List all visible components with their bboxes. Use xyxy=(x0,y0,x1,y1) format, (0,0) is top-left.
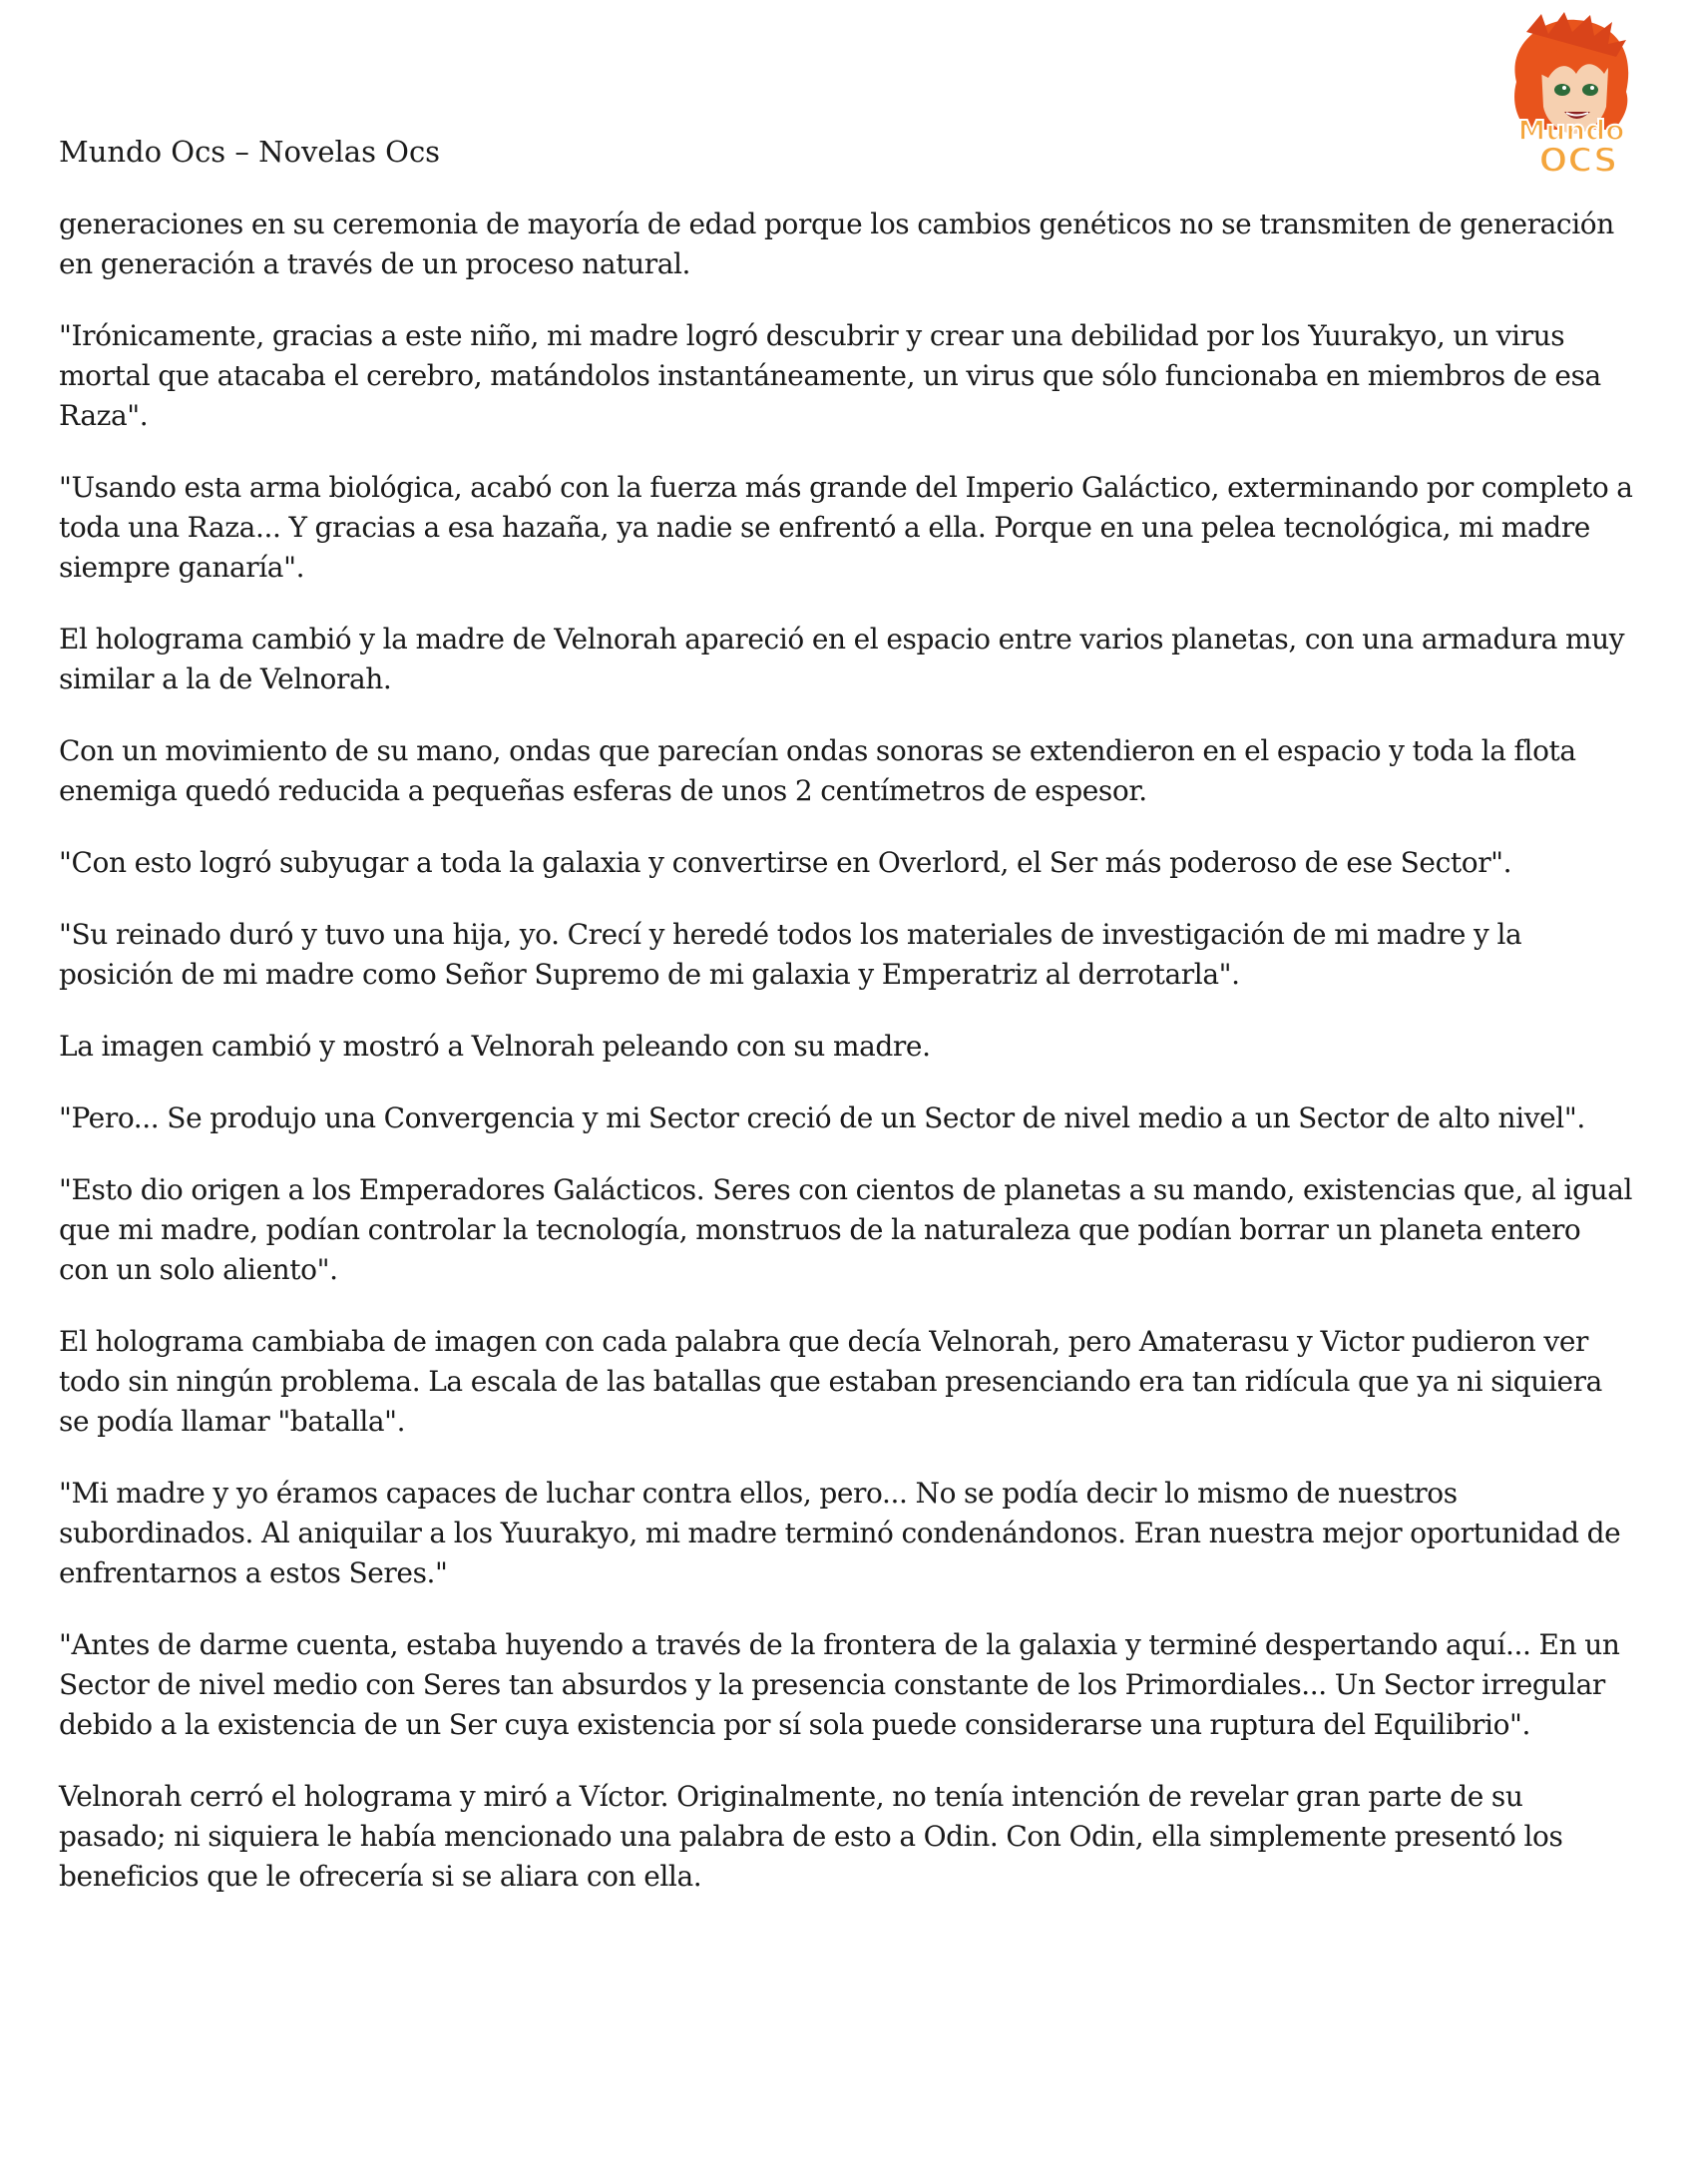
logo-text-ocs: OCS xyxy=(1538,141,1618,181)
logo-text-mundo: Mundo xyxy=(1517,114,1625,147)
paragraph: Con un movimiento de su mano, ondas que parecían ondas sonoras se extendieron en el espacio y toda la flota enemiga quedó reducida a pequeñas esferas de unos 2 centímetros de espesor. xyxy=(59,734,1576,807)
paragraph: "Antes de darme cuenta, estaba huyendo a través de la frontera de la galaxia y terminé despertando aquí... En un Sector de nivel medio con Seres tan absurdos y la presencia constante de los Primordiales... Un Sector irregular debido a la existencia de un Ser cuya existencia por sí sola puede considerarse una ruptura del Equilibrio". xyxy=(59,1628,1620,1741)
page-header-title: Mundo Ocs – Novelas Ocs xyxy=(59,135,441,169)
paragraph: "Pero... Se produjo una Convergencia y mi Sector creció de un Sector de nivel medio a un Sector de alto nivel". xyxy=(59,1101,1585,1134)
paragraph: "Irónicamente, gracias a este niño, mi madre logró descubrir y crear una debilidad por los Yuurakyo, un virus mortal que atacaba el cerebro, matándolos instantáneamente, un virus que sólo funcionaba en miembros de esa Raza". xyxy=(59,319,1601,432)
paragraph: El holograma cambió y la madre de Velnorah apareció en el espacio entre varios planetas, con una armadura muy similar a la de Velnorah. xyxy=(59,623,1625,695)
mundo-ocs-logo xyxy=(1486,12,1656,182)
document-body xyxy=(59,205,1635,1929)
paragraph: "Usando esta arma biológica, acabó con la fuerza más grande del Imperio Galáctico, exterminando por completo a toda una Raza... Y gracias a esa hazaña, ya nadie se enfrentó a ella. Porque en una pelea tecnológica, mi madre siempre ganaría". xyxy=(59,471,1633,584)
paragraph: "Esto dio origen a los Emperadores Galácticos. Seres con cientos de planetas a su mando, existencias que, al igual que mi madre, podían controlar la tecnología, monstruos de la naturaleza que podían borrar un planeta entero con un solo aliento". xyxy=(59,1173,1633,1286)
paragraph: generaciones en su ceremonia de mayoría de edad porque los cambios genéticos no se transmiten de generación en generación a través de un proceso natural. xyxy=(59,208,1614,280)
paragraph: Velnorah cerró el holograma y miró a Víctor. Originalmente, no tenía intención de revelar gran parte de su pasado; ni siquiera le había mencionado una palabra de esto a Odin. Con Odin, ella simplemente presentó los beneficios que le ofrecería si se aliara con ella. xyxy=(59,1780,1563,1893)
paragraph: "Mi madre y yo éramos capaces de luchar contra ellos, pero... No se podía decir lo mismo de nuestros subordinados. Al aniquilar a los Yuurakyo, mi madre terminó condenándonos. Eran nuestra mejor oportunidad de enfrentarnos a estos Seres." xyxy=(59,1477,1621,1589)
paragraph: "Su reinado duró y tuvo una hija, yo. Crecí y heredé todos los materiales de investigación de mi madre y la posición de mi madre como Señor Supremo de mi galaxia y Emperatriz al derrotarla". xyxy=(59,918,1522,991)
paragraph: La imagen cambió y mostró a Velnorah peleando con su madre. xyxy=(59,1030,931,1063)
paragraph: El holograma cambiaba de imagen con cada palabra que decía Velnorah, pero Amaterasu y Victor pudieron ver todo sin ningún problema. La escala de las batallas que estaban presenciando era tan ridícula que ya ni siquiera se podía llamar "batalla". xyxy=(59,1325,1602,1438)
paragraph: "Con esto logró subyugar a toda la galaxia y convertirse en Overlord, el Ser más poderoso de ese Sector". xyxy=(59,846,1512,879)
